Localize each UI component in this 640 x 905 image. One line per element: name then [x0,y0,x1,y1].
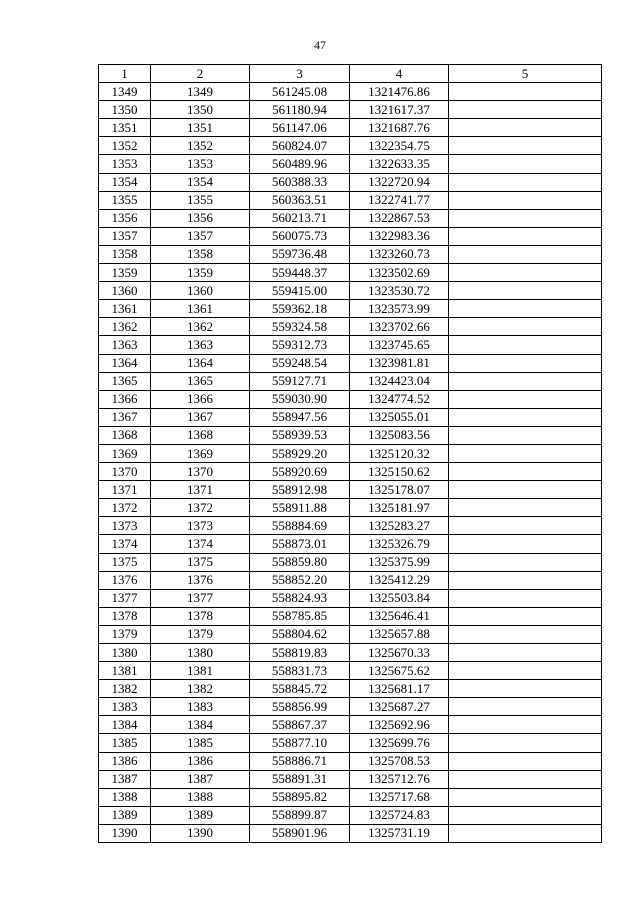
table-cell-col-3: 558947.56 [250,408,350,426]
table-cell-col-5 [449,155,602,173]
table-cell-col-4: 1325670.33 [350,644,449,662]
table-row [99,354,602,372]
table-row [99,571,602,589]
table-cell-col-2: 1355 [151,191,250,209]
table-cell-col-5 [449,463,602,481]
table-cell-col-3: 560075.73 [250,227,350,245]
table-cell-col-1: 1386 [99,752,151,770]
table-cell-col-2: 1357 [151,227,250,245]
table-cell-col-4: 1323530.72 [350,282,449,300]
table-row [99,680,602,698]
table-row [99,191,602,209]
table-cell-col-5 [449,824,602,842]
table-row [99,589,602,607]
table-cell-col-4: 1324774.52 [350,390,449,408]
table-cell-col-2: 1363 [151,336,250,354]
table-cell-col-3: 558873.01 [250,535,350,553]
table-cell-col-3: 558859.80 [250,553,350,571]
table-cell-col-4: 1322983.36 [350,227,449,245]
table-cell-col-4: 1325181.97 [350,499,449,517]
table-cell-col-4: 1325687.27 [350,698,449,716]
table-cell-col-1: 1368 [99,426,151,444]
table-row [99,607,602,625]
table-cell-col-5 [449,227,602,245]
table-cell-col-3: 558886.71 [250,752,350,770]
table-cell-col-4: 1322720.94 [350,173,449,191]
table-cell-col-2: 1349 [151,83,250,101]
table-cell-col-5 [449,426,602,444]
table-cell-col-1: 1384 [99,716,151,734]
table-cell-col-4: 1325692.96 [350,716,449,734]
table-cell-col-3: 558856.99 [250,698,350,716]
table-cell-col-2: 1352 [151,137,250,155]
table-cell-col-3: 558877.10 [250,734,350,752]
column-header-4: 4 [350,65,449,83]
table-cell-col-3: 558824.93 [250,589,350,607]
table-cell-col-1: 1383 [99,698,151,716]
table-row [99,408,602,426]
table-cell-col-3: 558785.85 [250,607,350,625]
table-cell-col-5 [449,481,602,499]
column-header-2: 2 [151,65,250,83]
table-cell-col-1: 1371 [99,481,151,499]
table-cell-col-2: 1382 [151,680,250,698]
table-row [99,227,602,245]
table-row [99,625,602,643]
table-row [99,553,602,571]
table-cell-col-1: 1388 [99,788,151,806]
table-row [99,535,602,553]
table-cell-col-5 [449,662,602,680]
table-cell-col-5 [449,282,602,300]
table-cell-col-3: 558884.69 [250,517,350,535]
table-cell-col-5 [449,245,602,263]
table-cell-col-3: 560489.96 [250,155,350,173]
table-cell-col-3: 558845.72 [250,680,350,698]
table-cell-col-1: 1357 [99,227,151,245]
table-cell-col-1: 1352 [99,137,151,155]
table-cell-col-2: 1371 [151,481,250,499]
table-row [99,734,602,752]
table-row [99,336,602,354]
table-cell-col-2: 1351 [151,119,250,137]
table-cell-col-1: 1355 [99,191,151,209]
table-cell-col-2: 1368 [151,426,250,444]
table-cell-col-1: 1379 [99,625,151,643]
table-cell-col-1: 1358 [99,245,151,263]
table-cell-col-4: 1325178.07 [350,481,449,499]
table-row [99,463,602,481]
table-row [99,752,602,770]
table-cell-col-1: 1349 [99,83,151,101]
table-cell-col-4: 1325675.62 [350,662,449,680]
table-cell-col-5 [449,354,602,372]
table-cell-col-4: 1323260.73 [350,245,449,263]
table-cell-col-3: 559448.37 [250,264,350,282]
table-cell-col-2: 1373 [151,517,250,535]
table-cell-col-1: 1377 [99,589,151,607]
table-cell-col-4: 1323502.69 [350,264,449,282]
table-cell-col-5 [449,734,602,752]
table-cell-col-3: 558819.83 [250,644,350,662]
table-cell-col-2: 1377 [151,589,250,607]
table-cell-col-1: 1390 [99,824,151,842]
table-row [99,101,602,119]
table-row [99,137,602,155]
table-row [99,644,602,662]
table-cell-col-4: 1325120.32 [350,444,449,462]
table-row [99,264,602,282]
table-row [99,372,602,390]
table-cell-col-4: 1325083.56 [350,426,449,444]
table-cell-col-4: 1322741.77 [350,191,449,209]
table-cell-col-4: 1325412.29 [350,571,449,589]
table-row [99,245,602,263]
table-cell-col-5 [449,644,602,662]
table-cell-col-2: 1359 [151,264,250,282]
table-cell-col-1: 1363 [99,336,151,354]
table-cell-col-5 [449,517,602,535]
table-cell-col-5 [449,119,602,137]
table-cell-col-2: 1372 [151,499,250,517]
column-header-1: 1 [99,65,151,83]
table-cell-col-4: 1325150.62 [350,463,449,481]
table-cell-col-1: 1380 [99,644,151,662]
table-cell-col-2: 1376 [151,571,250,589]
table-cell-col-4: 1323745.65 [350,336,449,354]
table-cell-col-4: 1322633.35 [350,155,449,173]
table-cell-col-3: 560824.07 [250,137,350,155]
table-cell-col-4: 1322354.75 [350,137,449,155]
table-cell-col-5 [449,300,602,318]
table-cell-col-5 [449,83,602,101]
column-header-3: 3 [250,65,350,83]
table-cell-col-1: 1366 [99,390,151,408]
table-cell-col-5 [449,535,602,553]
table-cell-col-3: 558939.53 [250,426,350,444]
table-cell-col-1: 1387 [99,770,151,788]
table-cell-col-2: 1386 [151,752,250,770]
table-cell-col-3: 558852.20 [250,571,350,589]
table-cell-col-4: 1325717.68 [350,788,449,806]
table-cell-col-2: 1390 [151,824,250,842]
table-cell-col-2: 1383 [151,698,250,716]
table-cell-col-5 [449,444,602,462]
table-cell-col-2: 1356 [151,209,250,227]
table-row [99,119,602,137]
table-cell-col-5 [449,318,602,336]
table-cell-col-2: 1370 [151,463,250,481]
table-cell-col-2: 1354 [151,173,250,191]
table-cell-col-3: 558804.62 [250,625,350,643]
table-cell-col-2: 1358 [151,245,250,263]
table-cell-col-5 [449,806,602,824]
page-number: 47 [314,38,326,52]
table-cell-col-5 [449,101,602,119]
table-cell-col-1: 1373 [99,517,151,535]
table-cell-col-5 [449,137,602,155]
table-cell-col-1: 1385 [99,734,151,752]
table-cell-col-1: 1359 [99,264,151,282]
table-cell-col-2: 1384 [151,716,250,734]
table-row [99,83,602,101]
table-cell-col-3: 558891.31 [250,770,350,788]
table-row [99,517,602,535]
table-cell-col-3: 558899.87 [250,806,350,824]
table-cell-col-3: 558867.37 [250,716,350,734]
table-cell-col-2: 1389 [151,806,250,824]
table-cell-col-2: 1387 [151,770,250,788]
table-cell-col-3: 558912.98 [250,481,350,499]
table-row [99,209,602,227]
table-cell-col-4: 1325724.83 [350,806,449,824]
table-cell-col-3: 558831.73 [250,662,350,680]
table-cell-col-1: 1375 [99,553,151,571]
table-cell-col-3: 561245.08 [250,83,350,101]
table-cell-col-5 [449,408,602,426]
table-cell-col-4: 1325708.53 [350,752,449,770]
table-cell-col-3: 559324.58 [250,318,350,336]
table-row [99,318,602,336]
table-cell-col-1: 1354 [99,173,151,191]
table-cell-col-1: 1389 [99,806,151,824]
table-cell-col-3: 559127.71 [250,372,350,390]
table-cell-col-2: 1366 [151,390,250,408]
table-cell-col-4: 1325657.88 [350,625,449,643]
table-cell-col-4: 1323702.66 [350,318,449,336]
table-cell-col-2: 1362 [151,318,250,336]
table-cell-col-2: 1367 [151,408,250,426]
table-cell-col-3: 559362.18 [250,300,350,318]
table-cell-col-4: 1325681.17 [350,680,449,698]
table-cell-col-1: 1356 [99,209,151,227]
table-row [99,499,602,517]
table-cell-col-5 [449,589,602,607]
table-cell-col-5 [449,625,602,643]
table-cell-col-1: 1350 [99,101,151,119]
table-cell-col-4: 1325646.41 [350,607,449,625]
table-cell-col-2: 1361 [151,300,250,318]
table-row [99,282,602,300]
table-cell-col-4: 1325503.84 [350,589,449,607]
table-cell-col-4: 1325731.19 [350,824,449,842]
table-cell-col-5 [449,372,602,390]
table-cell-col-4: 1323573.99 [350,300,449,318]
table-cell-col-5 [449,553,602,571]
table-cell-col-5 [449,752,602,770]
table-row [99,390,602,408]
table-cell-col-4: 1325283.27 [350,517,449,535]
table-cell-col-3: 560363.51 [250,191,350,209]
table-cell-col-4: 1323981.81 [350,354,449,372]
table-cell-col-3: 558901.96 [250,824,350,842]
table-cell-col-3: 559312.73 [250,336,350,354]
table-cell-col-3: 559736.48 [250,245,350,263]
table-row [99,806,602,824]
table-cell-col-1: 1361 [99,300,151,318]
table-cell-col-1: 1351 [99,119,151,137]
table-row [99,426,602,444]
table-cell-col-5 [449,499,602,517]
table-cell-col-4: 1321687.76 [350,119,449,137]
table-cell-col-5 [449,264,602,282]
table-cell-col-4: 1321476.86 [350,83,449,101]
table-row [99,481,602,499]
table-cell-col-1: 1382 [99,680,151,698]
table-cell-col-2: 1374 [151,535,250,553]
column-header-5: 5 [449,65,602,83]
table-header-row [99,65,602,83]
table-cell-col-5 [449,191,602,209]
table-cell-col-2: 1365 [151,372,250,390]
table-cell-col-3: 559248.54 [250,354,350,372]
table-cell-col-1: 1367 [99,408,151,426]
table-body [99,83,602,843]
table-cell-col-5 [449,788,602,806]
table-cell-col-3: 560388.33 [250,173,350,191]
table-cell-col-1: 1370 [99,463,151,481]
table-row [99,788,602,806]
table-cell-col-2: 1369 [151,444,250,462]
table-cell-col-3: 558920.69 [250,463,350,481]
table-cell-col-2: 1380 [151,644,250,662]
table-row [99,173,602,191]
table-cell-col-2: 1388 [151,788,250,806]
table-row [99,824,602,842]
table-cell-col-2: 1364 [151,354,250,372]
table-row [99,698,602,716]
table-cell-col-3: 561180.94 [250,101,350,119]
table-cell-col-1: 1369 [99,444,151,462]
table-cell-col-1: 1376 [99,571,151,589]
table-cell-col-3: 558895.82 [250,788,350,806]
table-cell-col-5 [449,209,602,227]
table-cell-col-1: 1360 [99,282,151,300]
table-cell-col-1: 1353 [99,155,151,173]
coordinates-table [98,64,602,843]
table-cell-col-1: 1374 [99,535,151,553]
table-cell-col-2: 1350 [151,101,250,119]
table-cell-col-4: 1325375.99 [350,553,449,571]
table-row [99,662,602,680]
table-cell-col-2: 1375 [151,553,250,571]
table-row [99,300,602,318]
table-cell-col-1: 1381 [99,662,151,680]
table-cell-col-4: 1322867.53 [350,209,449,227]
table-cell-col-3: 560213.71 [250,209,350,227]
table-cell-col-4: 1325326.79 [350,535,449,553]
table-cell-col-3: 558929.20 [250,444,350,462]
table-cell-col-5 [449,571,602,589]
table-cell-col-3: 558911.88 [250,499,350,517]
table-cell-col-4: 1325055.01 [350,408,449,426]
table-cell-col-2: 1353 [151,155,250,173]
table-row [99,444,602,462]
table-cell-col-1: 1365 [99,372,151,390]
table-cell-col-3: 559415.00 [250,282,350,300]
table-cell-col-1: 1378 [99,607,151,625]
table-cell-col-5 [449,173,602,191]
table-cell-col-5 [449,698,602,716]
table-cell-col-2: 1379 [151,625,250,643]
table-cell-col-5 [449,680,602,698]
table-cell-col-4: 1324423.04 [350,372,449,390]
table-row [99,770,602,788]
table-cell-col-3: 559030.90 [250,390,350,408]
table-cell-col-4: 1325712.76 [350,770,449,788]
table-row [99,716,602,734]
table-cell-col-1: 1362 [99,318,151,336]
table-cell-col-2: 1360 [151,282,250,300]
table-cell-col-2: 1381 [151,662,250,680]
table-cell-col-5 [449,607,602,625]
table-cell-col-5 [449,336,602,354]
table-cell-col-4: 1325699.76 [350,734,449,752]
table-cell-col-5 [449,390,602,408]
table-cell-col-2: 1385 [151,734,250,752]
table-cell-col-5 [449,770,602,788]
table-row [99,155,602,173]
table-cell-col-4: 1321617.37 [350,101,449,119]
table-cell-col-1: 1364 [99,354,151,372]
table-cell-col-1: 1372 [99,499,151,517]
table-cell-col-5 [449,716,602,734]
table-cell-col-2: 1378 [151,607,250,625]
table-cell-col-3: 561147.06 [250,119,350,137]
